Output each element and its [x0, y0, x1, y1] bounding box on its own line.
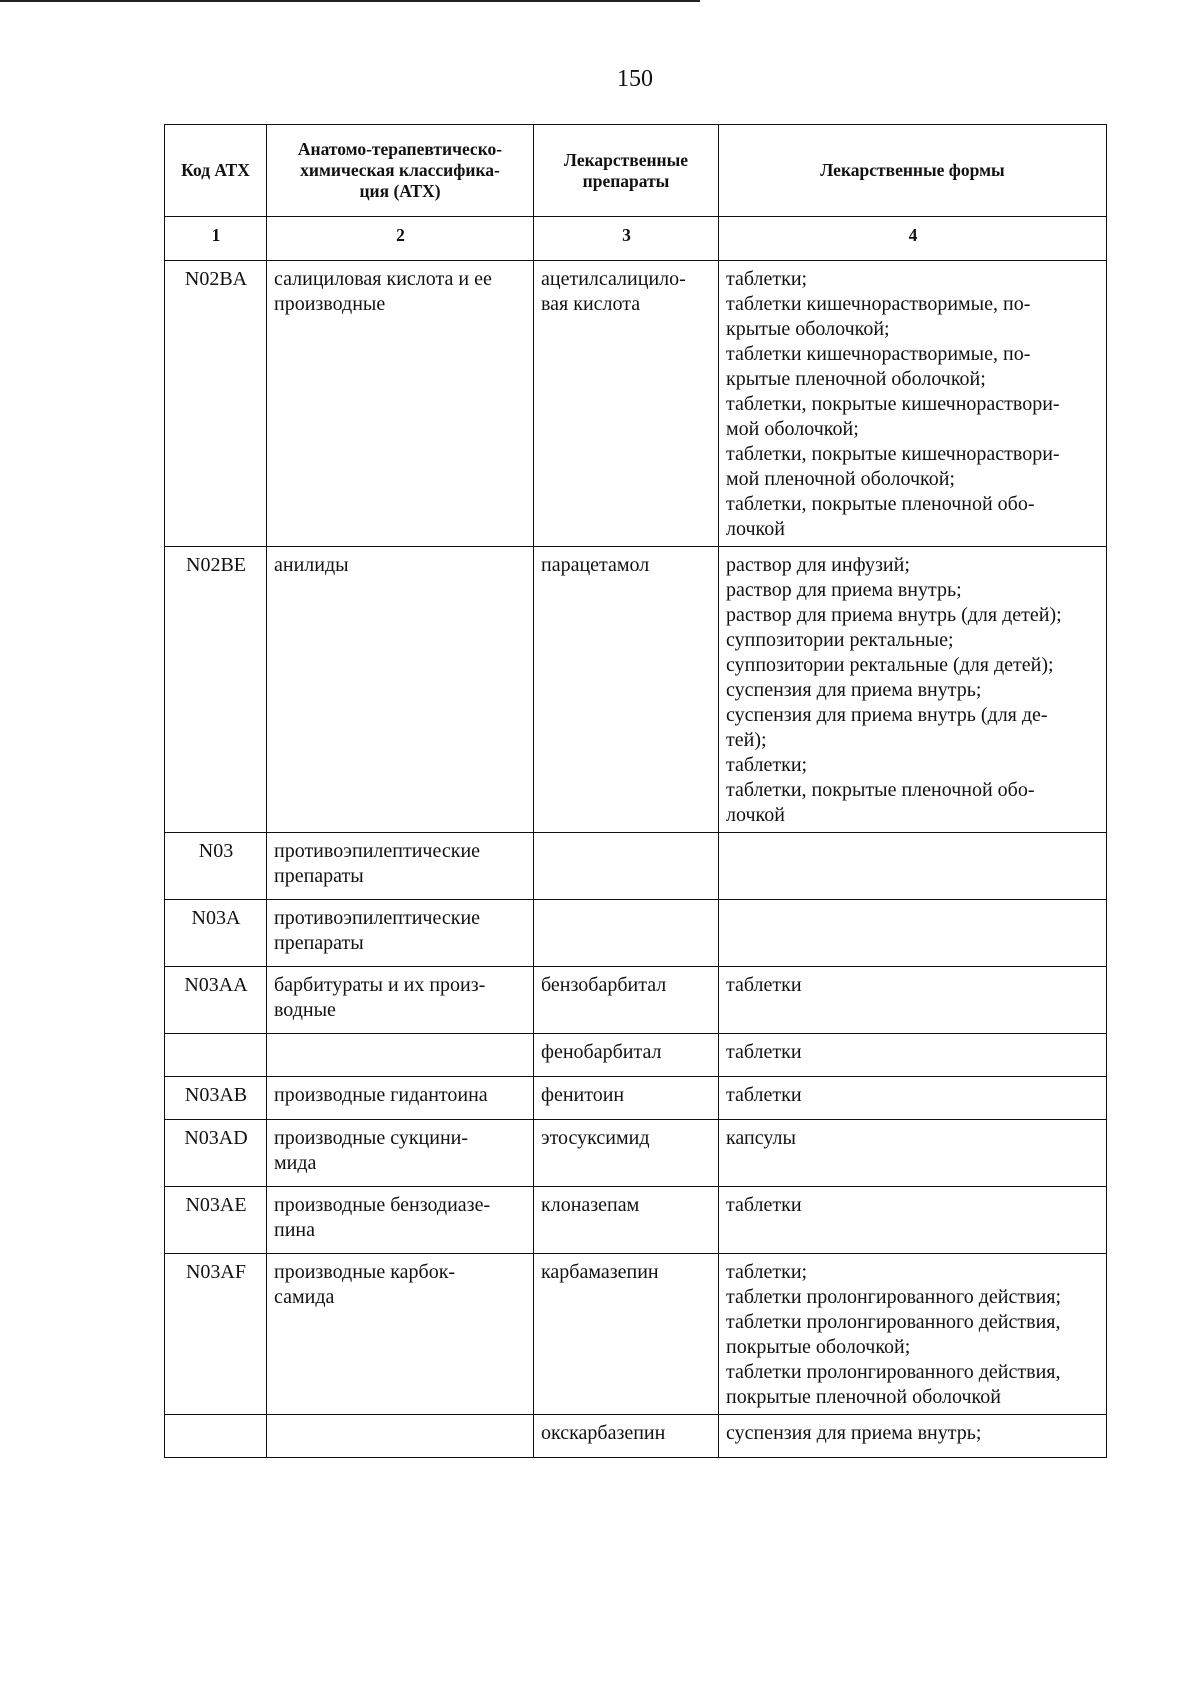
- text-line: мида: [274, 1152, 317, 1174]
- text-line: раствор для приема внутрь (для детей);: [726, 604, 1062, 626]
- text-line: таблетки;: [726, 1261, 808, 1283]
- drug-cell: [534, 261, 719, 547]
- table-row: [165, 833, 1107, 900]
- text-line: таблетки пролонгированного действия,: [726, 1311, 1061, 1333]
- text-line: крытые оболочкой;: [726, 318, 890, 340]
- text-line: ацетилсалицило-: [541, 268, 686, 290]
- text-line: ция (АТХ): [359, 181, 441, 201]
- table-row: [165, 547, 1107, 833]
- drug-cell: [534, 967, 719, 1034]
- column-number: 2: [267, 217, 534, 261]
- text-line: химическая классифика-: [300, 160, 500, 180]
- text-line: пина: [274, 1219, 315, 1241]
- atx-code-cell: N03AA: [165, 967, 267, 1034]
- drug-cell: [534, 1187, 719, 1254]
- table-row: [165, 1034, 1107, 1077]
- text-line: суппозитории ректальные;: [726, 629, 954, 651]
- table-row: [165, 261, 1107, 547]
- drug-cell: [534, 1034, 719, 1077]
- text-line: бензобарбитал: [541, 974, 667, 996]
- atx-code-cell: N03AE: [165, 1187, 267, 1254]
- text-line: покрытые пленочной оболочкой: [726, 1386, 1001, 1408]
- table-row: [165, 1120, 1107, 1187]
- text-line: таблетки, покрытые пленочной обо-: [726, 493, 1035, 515]
- text-line: производные гидантоина: [274, 1084, 488, 1106]
- text-line: таблетки;: [726, 268, 808, 290]
- text-line: Лекарственные: [563, 149, 689, 170]
- text-line: салициловая кислота и ее: [274, 268, 492, 290]
- text-line: вая кислота: [541, 293, 641, 315]
- atx-code-cell: N02BE: [165, 547, 267, 833]
- classification-cell: [267, 1415, 534, 1458]
- classification-cell: [267, 900, 534, 967]
- classification-cell: [267, 833, 534, 900]
- text-line: таблетки: [726, 1084, 802, 1106]
- text-line: раствор для инфузий;: [726, 554, 910, 576]
- dosage-form-cell: [719, 547, 1107, 833]
- text-line: анилиды: [274, 554, 349, 576]
- classification-cell: [267, 967, 534, 1034]
- table-row: [165, 900, 1107, 967]
- text-line: таблетки кишечнорастворимые, по-: [726, 293, 1031, 315]
- text-line: таблетки: [726, 1041, 802, 1063]
- dosage-form-cell: [719, 1077, 1107, 1120]
- text-line: тей);: [726, 729, 767, 751]
- column-number: 1: [165, 217, 267, 261]
- text-line: суспензия для приема внутрь;: [726, 1422, 982, 1444]
- text-line: Код АТХ: [181, 160, 250, 180]
- text-line: крытые пленочной оболочкой;: [726, 368, 986, 390]
- text-line: Лекарственные формы: [820, 160, 1005, 180]
- text-line: раствор для приема внутрь;: [726, 579, 962, 601]
- drug-cell: [534, 1077, 719, 1120]
- classification-cell: [267, 1120, 534, 1187]
- classification-cell: [267, 1254, 534, 1415]
- table-row: [165, 1415, 1107, 1458]
- atx-table: [164, 124, 1107, 1458]
- column-number: 4: [719, 217, 1107, 261]
- classification-cell: [267, 1077, 534, 1120]
- text-line: суппозитории ректальные (для детей);: [726, 654, 1054, 676]
- drug-cell: [534, 900, 719, 967]
- text-line: окскарбазепин: [541, 1422, 666, 1444]
- classification-cell: [267, 1034, 534, 1077]
- classification-cell: [267, 547, 534, 833]
- table-row: [165, 1077, 1107, 1120]
- text-line: производные карбок-: [274, 1261, 456, 1283]
- text-line: Анатомо-терапевтическо-: [297, 139, 503, 159]
- dosage-form-cell: [719, 1254, 1107, 1415]
- table-row: [165, 967, 1107, 1034]
- text-line: водные: [274, 999, 336, 1021]
- text-line: самида: [274, 1286, 335, 1308]
- text-line: суспензия для приема внутрь (для де-: [726, 704, 1048, 726]
- atx-code-cell: [165, 1415, 267, 1458]
- drug-cell: [534, 1415, 719, 1458]
- atx-code-cell: N02BA: [165, 261, 267, 547]
- classification-cell: [267, 261, 534, 547]
- text-line: таблетки: [726, 974, 802, 996]
- text-line: таблетки кишечнорастворимые, по-: [726, 343, 1031, 365]
- page-number: 150: [617, 66, 653, 92]
- text-line: производные сукцини-: [274, 1127, 469, 1149]
- column-number-row: [165, 217, 1107, 261]
- header-code: [165, 125, 267, 217]
- text-line: клоназепам: [541, 1194, 640, 1216]
- text-line: производные: [274, 293, 386, 315]
- text-line: таблетки: [726, 1194, 802, 1216]
- dosage-form-cell: [719, 1415, 1107, 1458]
- classification-cell: [267, 1187, 534, 1254]
- text-line: мой оболочкой;: [726, 418, 859, 440]
- drug-cell: [534, 833, 719, 900]
- text-line: этосуксимид: [541, 1127, 650, 1149]
- text-line: лочкой: [726, 518, 785, 540]
- atx-code-cell: [165, 1034, 267, 1077]
- header-row: [165, 125, 1107, 217]
- atx-code-cell: N03A: [165, 900, 267, 967]
- text-line: барбитураты и их произ-: [274, 974, 486, 996]
- drug-cell: [534, 1254, 719, 1415]
- drug-cell: [534, 547, 719, 833]
- text-line: противоэпилептические: [274, 840, 481, 862]
- text-line: фенитоин: [541, 1084, 625, 1106]
- atx-code-cell: N03AB: [165, 1077, 267, 1120]
- column-number: 3: [534, 217, 719, 261]
- dosage-form-cell: [719, 967, 1107, 1034]
- text-line: покрытые оболочкой;: [726, 1336, 911, 1358]
- dosage-form-cell: [719, 1187, 1107, 1254]
- dosage-form-cell: [719, 1034, 1107, 1077]
- text-line: мой пленочной оболочкой;: [726, 468, 955, 490]
- text-line: суспензия для приема внутрь;: [726, 679, 982, 701]
- dosage-form-cell: [719, 833, 1107, 900]
- header-classification: [267, 125, 534, 217]
- dosage-form-cell: [719, 900, 1107, 967]
- dosage-form-cell: [719, 1120, 1107, 1187]
- text-line: капсулы: [726, 1127, 796, 1149]
- atx-code-cell: N03AF: [165, 1254, 267, 1415]
- atx-code-cell: N03: [165, 833, 267, 900]
- text-line: таблетки;: [726, 754, 808, 776]
- text-line: таблетки пролонгированного действия;: [726, 1286, 1062, 1308]
- atx-code-cell: N03AD: [165, 1120, 267, 1187]
- text-line: фенобарбитал: [541, 1041, 662, 1063]
- text-line: препараты: [274, 932, 364, 954]
- drug-cell: [534, 1120, 719, 1187]
- top-rule: [0, 0, 700, 2]
- text-line: парацетамол: [541, 554, 650, 576]
- text-line: таблетки, покрытые пленочной обо-: [726, 779, 1035, 801]
- table-row: [165, 1187, 1107, 1254]
- text-line: препараты: [274, 865, 364, 887]
- text-line: карбамазепин: [541, 1261, 659, 1283]
- header-drugs: [534, 125, 719, 217]
- text-line: противоэпилептические: [274, 907, 481, 929]
- header-forms: [719, 125, 1107, 217]
- text-line: лочкой: [726, 804, 785, 826]
- text-line: производные бензодиазе-: [274, 1194, 491, 1216]
- text-line: таблетки, покрытые кишечнораствори-: [726, 393, 1060, 415]
- table-row: [165, 1254, 1107, 1415]
- table-body: [165, 261, 1107, 1458]
- text-line: препараты: [582, 170, 670, 191]
- text-line: таблетки, покрытые кишечнораствори-: [726, 443, 1060, 465]
- dosage-form-cell: [719, 261, 1107, 547]
- text-line: таблетки пролонгированного действия,: [726, 1361, 1061, 1383]
